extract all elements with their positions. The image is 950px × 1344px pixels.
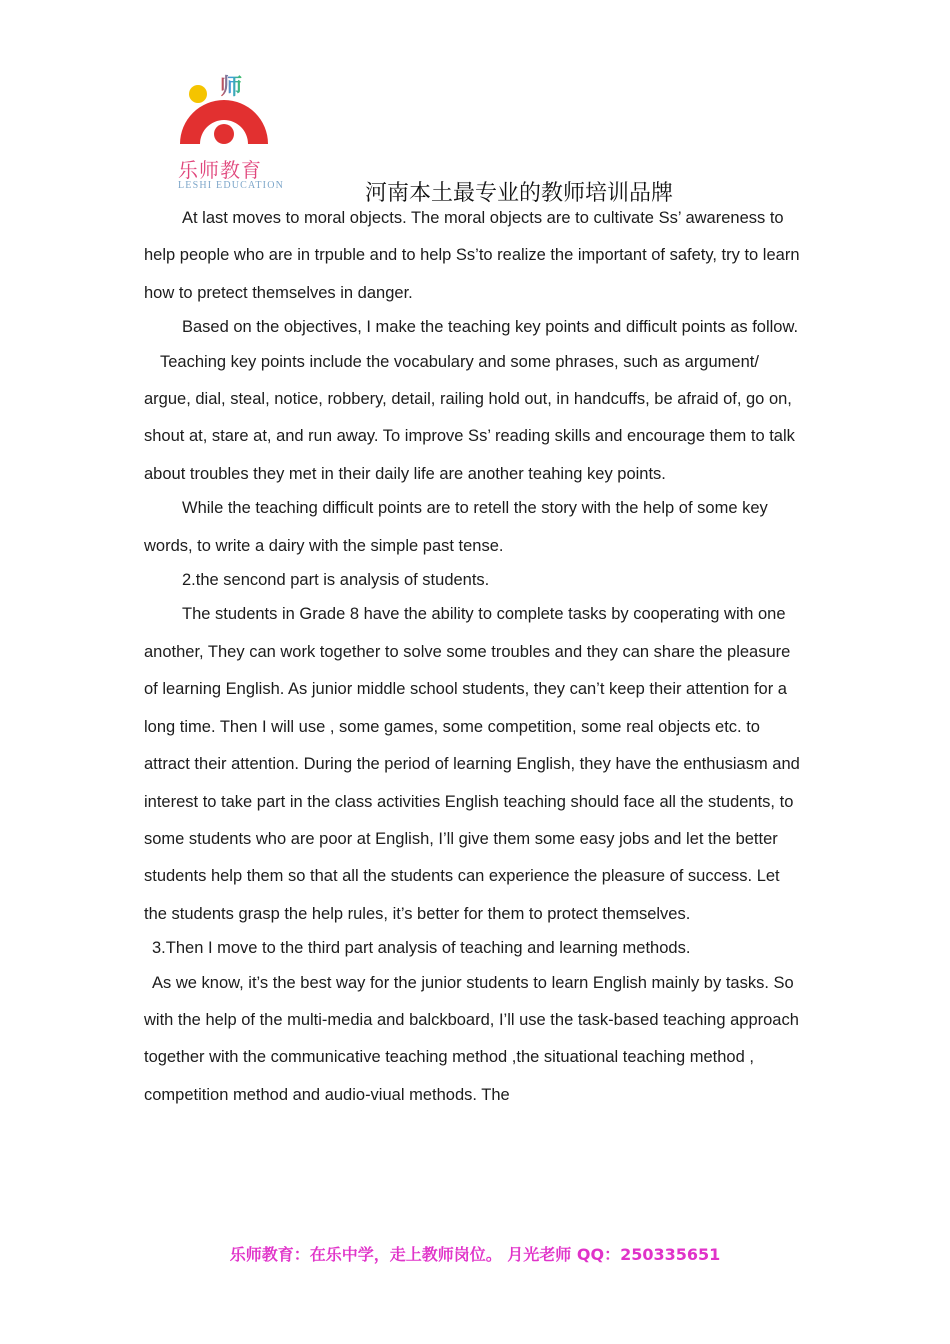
paragraph-students-analysis: The students in Grade 8 have the ability to complete tasks by cooperating with one another, They can work together to solve some troubles and they can share the pleasure of learning English. As junior middle school students, they can’t keep their attention for a long time. Then I will use , some games, some competition, some real objects etc. to attract their attention. During the period of learning English, they have the enthusiasm and interest to take part in the class activities English teaching should face all the students, to some students who are poor at English, I’ll give them some easy jobs and let the better students help them so that all the students can experience the pleasure of success. Let the students grasp the help rules, it’s better for them to protect themselves.	[144, 605, 800, 923]
paragraph-section-3-heading: 3.Then I move to the third part analysis of teaching and learning methods.	[152, 939, 691, 958]
logo-glyph: 师	[220, 70, 242, 101]
leshi-logo	[176, 72, 286, 194]
paragraph-objectives: Based on the objectives, I make the teaching key points and difficult points as follow.	[182, 318, 799, 337]
paragraph-key-points: Teaching key points include the vocabulary and some phrases, such as argument/ argue, dial, steal, notice, robbery, detail, railing hold out, in handcuffs, be afraid of, go on, shout at, stare at, and run away. To improve Ss’ reading skills and encourage them to talk about troubles they met in their daily life are another teahing key points.	[144, 352, 795, 483]
logo-brand-en: LESHI EDUCATION	[178, 180, 285, 191]
header-title: 河南本土最专业的教师培训品牌	[365, 181, 674, 206]
paragraph-moral-objects: At last moves to moral objects. The moral objects are to cultivate Ss’ awareness to help people who are in trpuble and to help Ss’to realize the important of safety, try to learn how to pretect themselves in danger.	[144, 209, 800, 302]
logo-brand-cn: 乐师教育	[178, 158, 262, 182]
document-body	[144, 200, 806, 1114]
paragraph-methods: As we know, it’s the best way for the junior students to learn English mainly by tasks. So with the help of the multi-media and balckboard, I’ll use the task-based teaching approach together with the communicative teaching method ,the situational teaching method , competition method and audio-viual methods. The	[144, 973, 799, 1104]
paragraph-section-2-heading: 2.the sencond part is analysis of students.	[182, 571, 490, 590]
footer-banner: 乐师教育：在乐中学，走上教师岗位。 月光老师 QQ：250335651	[229, 1245, 721, 1264]
logo-dot-icon	[189, 85, 207, 103]
paragraph-difficult-points: While the teaching difficult points are to retell the story with the help of some key words, to write a dairy with the simple past tense.	[144, 499, 768, 555]
